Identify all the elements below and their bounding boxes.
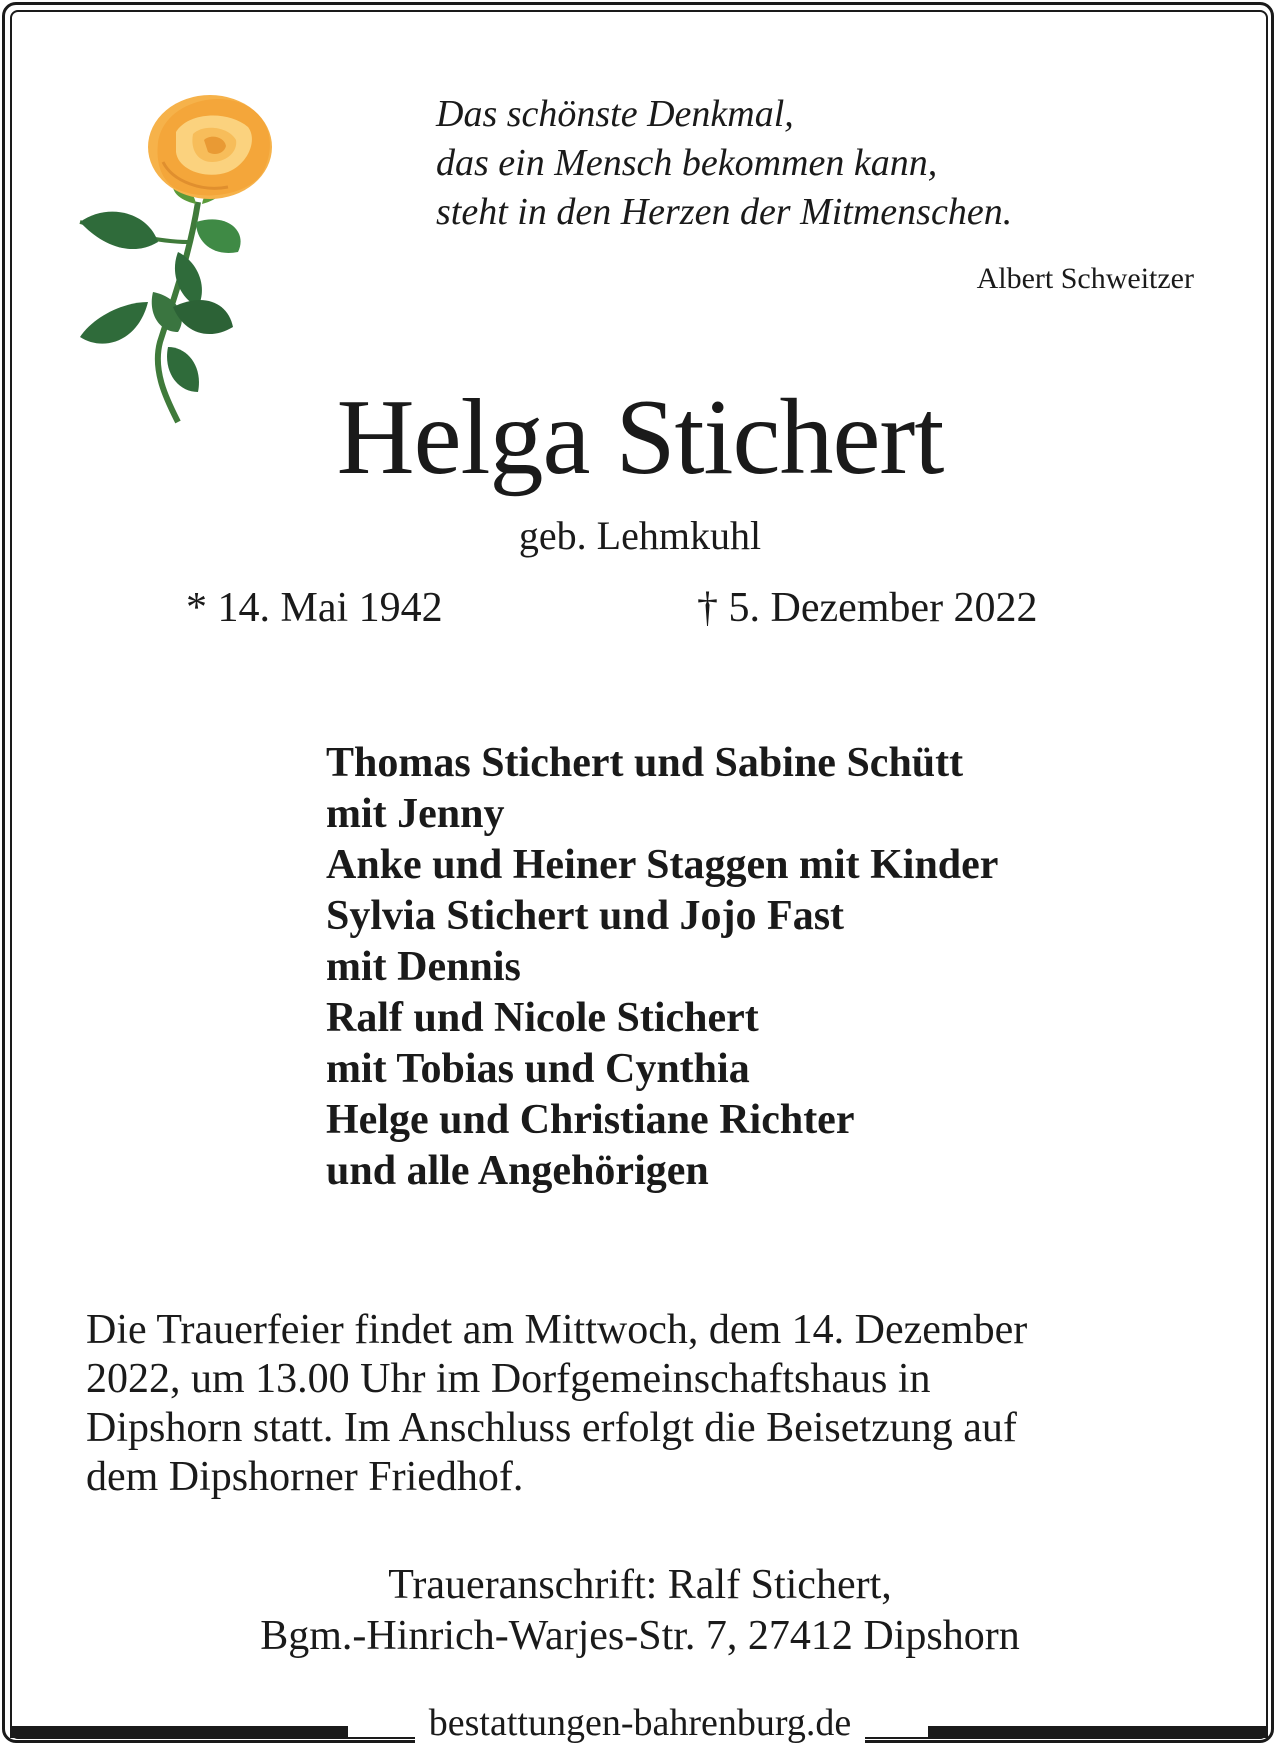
address-line: Traueranschrift: Ralf Stichert, [388, 1562, 892, 1608]
mourner-line: mit Dennis [326, 944, 521, 990]
quote-line: steht in den Herzen der Mitmenschen. [436, 191, 1013, 233]
address-line: Bgm.-Hinrich-Warjes-Str. 7, 27412 Dipshorn [260, 1613, 1020, 1659]
mourner-line: und alle Angehörigen [326, 1148, 709, 1194]
mourners-list [326, 738, 998, 1197]
birth-name: geb. Lehmkuhl [518, 513, 762, 558]
mourner-line: Helge und Christiane Richter [326, 1097, 855, 1143]
mourner-line: mit Tobias und Cynthia [326, 1046, 750, 1092]
service-line: 2022, um 13.00 Uhr im Dorfgemeinschaftshaus in [86, 1356, 931, 1402]
service-line: Dipshorn statt. Im Anschluss erfolgt die Beisetzung auf [86, 1405, 1017, 1451]
mourner-line: Sylvia Stichert und Jojo Fast [326, 893, 845, 939]
quote-block [436, 90, 1012, 237]
mourning-address [0, 1560, 1280, 1662]
mourner-line: Anke und Heiner Staggen mit Kinder [326, 842, 999, 888]
quote-author: Albert Schweitzer [976, 262, 1194, 295]
footer-website[interactable]: bestattungen-bahrenburg.de [415, 1702, 865, 1744]
service-line: dem Dipshorner Friedhof. [86, 1454, 524, 1500]
mourner-line: Ralf und Nicole Stichert [326, 995, 759, 1041]
quote-line: das ein Mensch bekommen kann, [436, 142, 938, 184]
mourner-line: Thomas Stichert und Sabine Schütt [326, 740, 964, 786]
deceased-name: Helga Stichert [336, 378, 944, 497]
service-line: Die Trauerfeier findet am Mittwoch, dem 14. Dezember [86, 1307, 1028, 1353]
death-date: † 5. Dezember 2022 [697, 585, 1038, 631]
birth-date: * 14. Mai 1942 [186, 585, 443, 631]
footer [0, 1701, 1280, 1745]
quote-line: Das schönste Denkmal, [436, 93, 794, 135]
service-notice [86, 1306, 1196, 1502]
mourner-line: mit Jenny [326, 791, 505, 837]
